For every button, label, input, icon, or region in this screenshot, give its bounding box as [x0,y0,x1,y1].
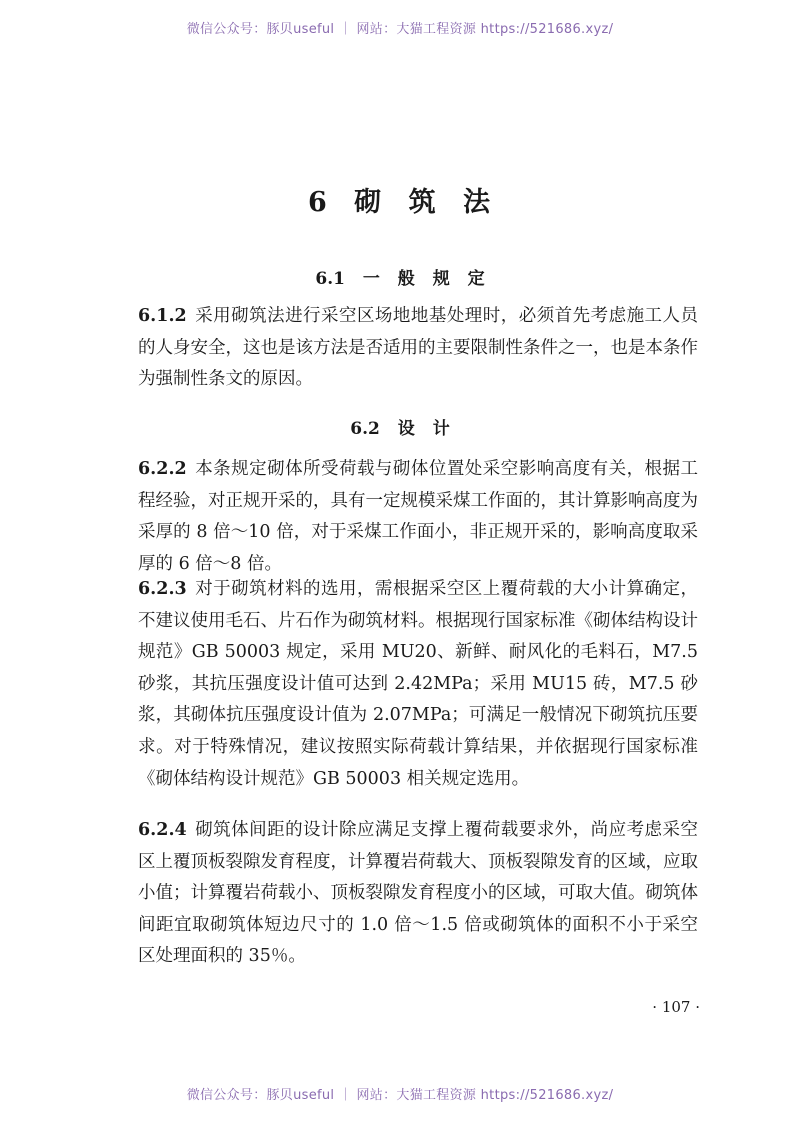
clause-6-2-4 [138,815,698,973]
watermark-bottom: 微信公众号：豚贝useful ｜ 网站：大猫工程资源 https://521686.xyz/ [186,1088,614,1103]
clause-text: 采用砌筑法进行采空区场地地基处理时，必须首先考虑施工人员的人身安全，这也是该方法是否适用的主要限制性条件之一，也是本条作为强制性条文的原因。 [138,306,698,390]
section-title-6-1: 6.1 一 般 规 定 [315,269,485,289]
clause-6-2-3 [138,574,698,795]
section-title-6-2: 6.2 设 计 [350,419,450,439]
watermark-top: 微信公众号：豚贝useful ｜ 网站：大猫工程资源 https://521686.xyz/ [186,22,614,37]
clause-text: 本条规定砌体所受荷载与砌体位置处采空影响高度有关，根据工程经验，对正规开采的，具有一定规模采煤工作面的，其计算影响高度为采厚的 8 倍～10 倍，对于采煤工作面小，非正规开采的，影响高度取采厚的 6 倍～8 倍。 [138,459,698,574]
clause-text: 对于砌筑材料的选用，需根据采空区上覆荷载的大小计算确定，不建议使用毛石、片石作为砌筑材料。根据现行国家标准《砌体结构设计规范》GB 50003 规定，采用 MU20、新鲜、耐风化的毛料石，M7.5 砂浆，其抗压强度设计值可达到 2.42MPa；采用 MU15 砖，M7.5 砂浆，其砌体抗压强度设计值为 2.07MPa；可满足一般情况下砌筑抗压要求。对于特殊情况，建议按照实际荷载计算结果，并依据现行国家标准《砌体结构设计规范》GB 50003 相关规定选用。 [138,579,698,789]
clause-number: 6.2.3 [138,579,187,599]
clause-6-1-2 [138,301,698,396]
clause-text: 砌筑体间距的设计除应满足支撑上覆荷载要求外，尚应考虑采空区上覆顶板裂隙发育程度，计算覆岩荷载大、顶板裂隙发育的区域，应取小值；计算覆岩荷载小、顶板裂隙发育程度小的区域，可取大值。砌筑体间距宜取砌筑体短边尺寸的 1.0 倍～1.5 倍或砌筑体的面积不小于采空区处理面积的 35％。 [138,820,698,967]
clause-6-2-2 [138,454,698,580]
clause-number: 6.2.2 [138,459,187,479]
clause-number: 6.2.4 [138,820,187,840]
chapter-title: 6 砌 筑 法 [308,187,492,218]
page-number: · 107 · [652,998,700,1016]
clause-number: 6.1.2 [138,306,187,326]
